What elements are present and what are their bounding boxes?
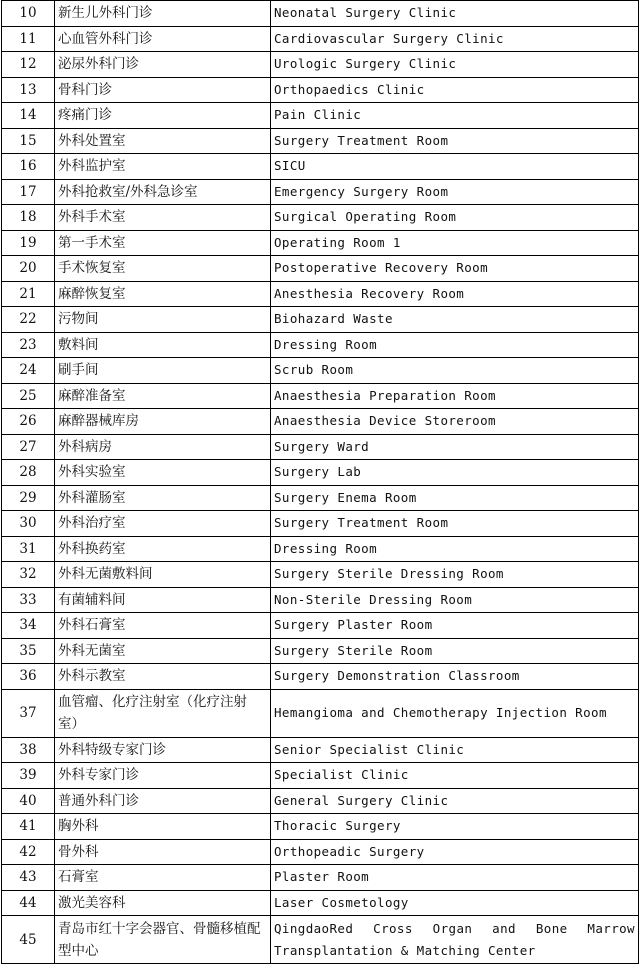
chinese-name: 外科实验室 <box>55 460 271 486</box>
row-number: 24 <box>2 358 55 384</box>
english-name: Surgery Sterile Dressing Room <box>271 562 639 588</box>
table-row <box>2 638 639 664</box>
row-number: 22 <box>2 307 55 333</box>
english-name: Postoperative Recovery Room <box>271 256 639 282</box>
table-row <box>2 814 639 840</box>
chinese-name: 外科无菌敷料间 <box>55 562 271 588</box>
row-number: 41 <box>2 814 55 840</box>
chinese-name: 普通外科门诊 <box>55 788 271 814</box>
table-row <box>2 128 639 154</box>
chinese-name: 敷料间 <box>55 332 271 358</box>
english-name: Orthopeadic Surgery <box>271 839 639 865</box>
table-row <box>2 737 639 763</box>
row-number: 36 <box>2 664 55 690</box>
row-number: 12 <box>2 52 55 78</box>
row-number: 39 <box>2 763 55 789</box>
english-name: Senior Specialist Clinic <box>271 737 639 763</box>
row-number: 14 <box>2 103 55 129</box>
chinese-name: 外科手术室 <box>55 205 271 231</box>
table-row <box>2 103 639 129</box>
row-number: 26 <box>2 409 55 435</box>
row-number: 32 <box>2 562 55 588</box>
row-number: 27 <box>2 434 55 460</box>
table-row <box>2 788 639 814</box>
chinese-name: 外科处置室 <box>55 128 271 154</box>
chinese-name: 外科石膏室 <box>55 613 271 639</box>
row-number: 38 <box>2 737 55 763</box>
chinese-name: 污物间 <box>55 307 271 333</box>
english-name: Surgical Operating Room <box>271 205 639 231</box>
english-name: Emergency Surgery Room <box>271 179 639 205</box>
english-name: Surgery Lab <box>271 460 639 486</box>
chinese-name: 石膏室 <box>55 865 271 891</box>
chinese-name: 外科病房 <box>55 434 271 460</box>
row-number: 44 <box>2 890 55 916</box>
row-number: 40 <box>2 788 55 814</box>
table-row <box>2 562 639 588</box>
row-number: 18 <box>2 205 55 231</box>
english-name: Laser Cosmetology <box>271 890 639 916</box>
english-name: Anaesthesia Device Storeroom <box>271 409 639 435</box>
table-row <box>2 77 639 103</box>
english-name: Biohazard Waste <box>271 307 639 333</box>
row-number: 35 <box>2 638 55 664</box>
table-row <box>2 281 639 307</box>
chinese-name: 青岛市红十字会器官、骨髓移植配型中心 <box>55 916 271 964</box>
english-name: Surgery Sterile Room <box>271 638 639 664</box>
chinese-name: 外科无菌室 <box>55 638 271 664</box>
chinese-name: 外科抢救室/外科急诊室 <box>55 179 271 205</box>
row-number: 43 <box>2 865 55 891</box>
table-row <box>2 613 639 639</box>
english-name: Surgery Demonstration Classroom <box>271 664 639 690</box>
department-table <box>1 0 639 964</box>
english-name: Dressing Room <box>271 332 639 358</box>
row-number: 11 <box>2 26 55 52</box>
row-number: 45 <box>2 916 55 964</box>
english-name: Scrub Room <box>271 358 639 384</box>
chinese-name: 外科专家门诊 <box>55 763 271 789</box>
table-row <box>2 358 639 384</box>
english-name: Plaster Room <box>271 865 639 891</box>
english-name: Anaesthesia Preparation Room <box>271 383 639 409</box>
table-row <box>2 52 639 78</box>
english-name: Thoracic Surgery <box>271 814 639 840</box>
chinese-name: 血管瘤、化疗注射室（化疗注射室） <box>55 689 271 737</box>
table-row <box>2 230 639 256</box>
english-name: Specialist Clinic <box>271 763 639 789</box>
table-row <box>2 1 639 27</box>
row-number: 28 <box>2 460 55 486</box>
row-number: 37 <box>2 689 55 737</box>
chinese-name: 麻醉恢复室 <box>55 281 271 307</box>
table-row <box>2 890 639 916</box>
table-row <box>2 689 639 737</box>
chinese-name: 外科治疗室 <box>55 511 271 537</box>
chinese-name: 骨科门诊 <box>55 77 271 103</box>
chinese-name: 外科监护室 <box>55 154 271 180</box>
row-number: 29 <box>2 485 55 511</box>
table-row <box>2 664 639 690</box>
table-row <box>2 839 639 865</box>
chinese-name: 手术恢复室 <box>55 256 271 282</box>
department-table-body <box>2 1 639 964</box>
row-number: 17 <box>2 179 55 205</box>
table-row <box>2 865 639 891</box>
english-name: Cardiovascular Surgery Clinic <box>271 26 639 52</box>
english-name: Surgery Treatment Room <box>271 128 639 154</box>
chinese-name: 第一手术室 <box>55 230 271 256</box>
row-number: 20 <box>2 256 55 282</box>
table-row <box>2 587 639 613</box>
row-number: 25 <box>2 383 55 409</box>
row-number: 23 <box>2 332 55 358</box>
chinese-name: 心血管外科门诊 <box>55 26 271 52</box>
table-row <box>2 332 639 358</box>
table-row <box>2 383 639 409</box>
chinese-name: 外科灌肠室 <box>55 485 271 511</box>
row-number: 10 <box>2 1 55 27</box>
chinese-name: 胸外科 <box>55 814 271 840</box>
row-number: 19 <box>2 230 55 256</box>
chinese-name: 新生儿外科门诊 <box>55 1 271 27</box>
chinese-name: 激光美容科 <box>55 890 271 916</box>
english-name: QingdaoRed Cross Organ and Bone Marrow Transplantation & Matching Center <box>271 916 639 964</box>
english-name: Surgery Ward <box>271 434 639 460</box>
row-number: 16 <box>2 154 55 180</box>
row-number: 30 <box>2 511 55 537</box>
english-name: Surgery Treatment Room <box>271 511 639 537</box>
english-name: Orthopaedics Clinic <box>271 77 639 103</box>
table-row <box>2 434 639 460</box>
row-number: 13 <box>2 77 55 103</box>
table-row <box>2 763 639 789</box>
english-name: Urologic Surgery Clinic <box>271 52 639 78</box>
row-number: 15 <box>2 128 55 154</box>
english-name: General Surgery Clinic <box>271 788 639 814</box>
english-name: Hemangioma and Chemotherapy Injection Room <box>271 689 639 737</box>
chinese-name: 刷手间 <box>55 358 271 384</box>
table-row <box>2 179 639 205</box>
english-name: Anesthesia Recovery Room <box>271 281 639 307</box>
english-name: Surgery Enema Room <box>271 485 639 511</box>
english-name: SICU <box>271 154 639 180</box>
chinese-name: 外科换药室 <box>55 536 271 562</box>
table-row <box>2 460 639 486</box>
table-row <box>2 205 639 231</box>
chinese-name: 外科示教室 <box>55 664 271 690</box>
english-name: Surgery Plaster Room <box>271 613 639 639</box>
chinese-name: 疼痛门诊 <box>55 103 271 129</box>
chinese-name: 泌尿外科门诊 <box>55 52 271 78</box>
english-name: Dressing Room <box>271 536 639 562</box>
table-row <box>2 307 639 333</box>
chinese-name: 有菌辅料间 <box>55 587 271 613</box>
row-number: 34 <box>2 613 55 639</box>
english-name: Neonatal Surgery Clinic <box>271 1 639 27</box>
english-name: Non-Sterile Dressing Room <box>271 587 639 613</box>
row-number: 42 <box>2 839 55 865</box>
chinese-name: 外科特级专家门诊 <box>55 737 271 763</box>
table-row <box>2 154 639 180</box>
chinese-name: 麻醉器械库房 <box>55 409 271 435</box>
chinese-name: 麻醉准备室 <box>55 383 271 409</box>
english-name: Pain Clinic <box>271 103 639 129</box>
table-row <box>2 511 639 537</box>
table-row <box>2 26 639 52</box>
table-row <box>2 916 639 964</box>
english-name: Operating Room 1 <box>271 230 639 256</box>
row-number: 21 <box>2 281 55 307</box>
table-row <box>2 536 639 562</box>
table-row <box>2 409 639 435</box>
row-number: 31 <box>2 536 55 562</box>
table-row <box>2 485 639 511</box>
row-number: 33 <box>2 587 55 613</box>
table-row <box>2 256 639 282</box>
chinese-name: 骨外科 <box>55 839 271 865</box>
